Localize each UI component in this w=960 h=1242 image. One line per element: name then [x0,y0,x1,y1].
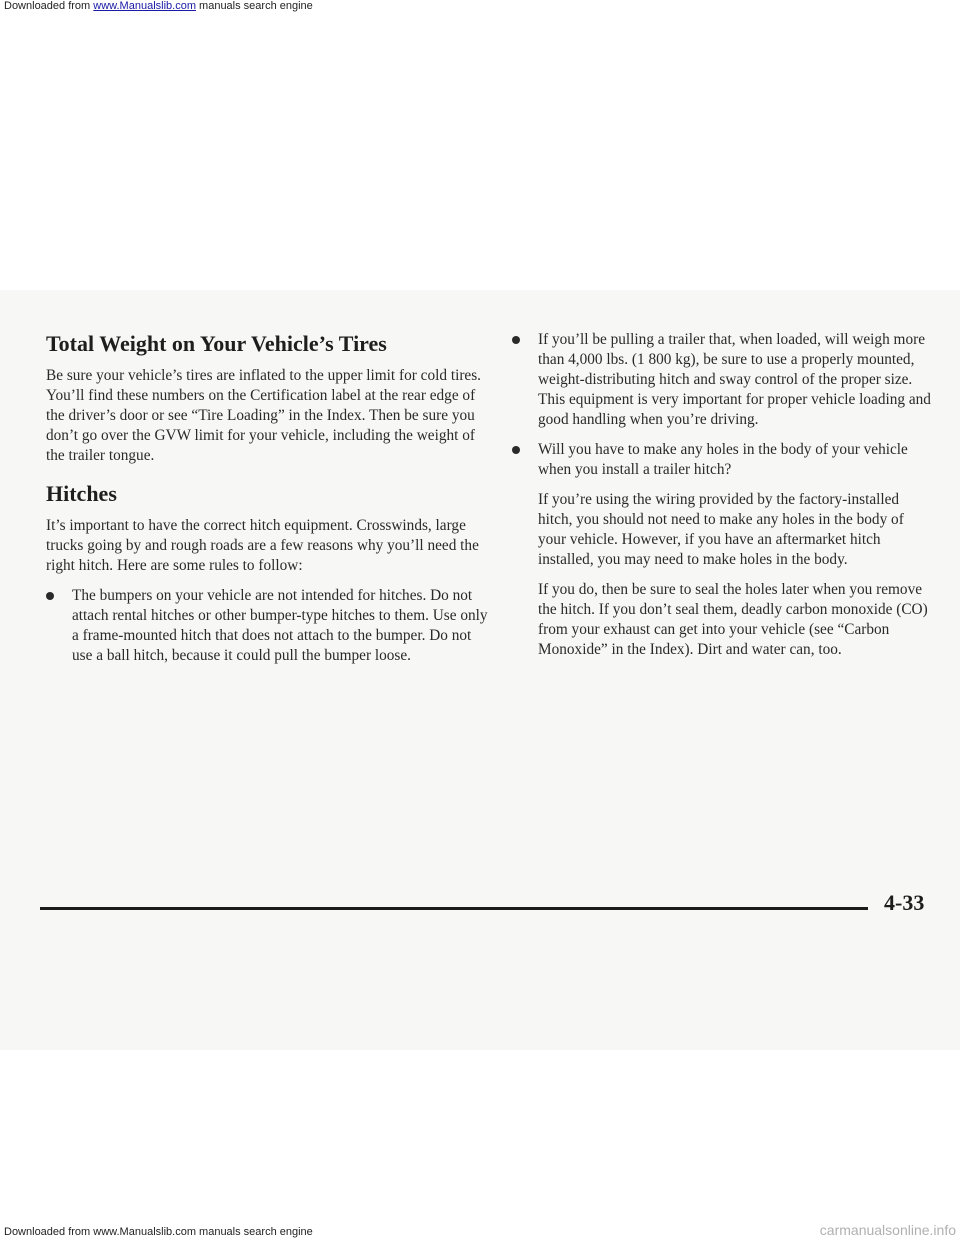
page-number: 4-33 [884,890,925,915]
bullet-icon [512,336,520,344]
footer-watermark: carmanualsonline.info [819,1222,956,1238]
bullet-icon [512,446,520,454]
paragraph-seal-holes: If you do, then be sure to seal the holes later when you remove the hitch. If you don’t seal them, deadly carbon monoxide (CO) from your exhaust can get into your vehicle (see “Carbon Monoxide” in the Index). Dirt and water can, too. [538,581,928,658]
header-download-credit [4,0,313,12]
right-column [512,330,932,670]
footer-download-credit [4,1226,313,1238]
list-item [512,330,932,430]
manual-page [0,290,960,1050]
header-credit-prefix: Downloaded from [4,0,94,12]
header-manualslib-link[interactable]: www.Manualslib.com [93,0,196,12]
paragraph-hitch-intro: It’s important to have the correct hitch equipment. Crosswinds, large trucks going by and rough roads are a few reasons why you’ll need the right hitch. Here are some rules to follow: [46,517,479,574]
footer-credit-suffix: manuals search engine [195,1226,313,1238]
bullet-icon [46,592,54,600]
footer-credit-prefix: Downloaded from [4,1226,94,1238]
bullet-text-holes-question: Will you have to make any holes in the body of your vehicle when you install a trailer hitch? [538,441,908,478]
header-credit-suffix: manuals search engine [195,0,313,12]
list-item [512,440,932,480]
footer-rule [40,907,868,910]
heading-hitches: Hitches [46,481,117,506]
bullet-text-weight-distributing: If you’ll be pulling a trailer that, when loaded, will weigh more than 4,000 lbs. (1 800 kg), be sure to use a properly mounted, weight-distributing hitch and sway control of the proper size. This equipment is very important for proper vehicle loading and good handling when you’re driving. [538,331,931,428]
list-item [46,586,488,666]
footer-manualslib-link[interactable]: www.Manualslib.com [93,1226,196,1238]
bullet-text-bumpers: The bumpers on your vehicle are not intended for hitches. Do not attach rental hitches or other bumper-type hitches to them. Use only a frame-mounted hitch that does not attach to the bumper. Do not use a ball hitch, because it could pull the bumper loose. [72,587,488,664]
left-column [46,330,488,676]
right-bullet-list [512,330,932,480]
paragraph-factory-wiring: If you’re using the wiring provided by the factory-installed hitch, you should not need to make any holes in the body of your vehicle. However, if you have an aftermarket hitch installed, you may need to make holes in the body. [538,491,904,568]
heading-total-weight: Total Weight on Your Vehicle’s Tires [46,331,387,356]
left-bullet-list [46,586,488,666]
paragraph-tire-inflation: Be sure your vehicle’s tires are inflated to the upper limit for cold tires. You’ll find these numbers on the Certification label at the rear edge of the driver’s door or see “Tire Loading” in the Index. Then be sure you don’t go over the GVW limit for your vehicle, including the weight of the trailer tongue. [46,367,481,464]
